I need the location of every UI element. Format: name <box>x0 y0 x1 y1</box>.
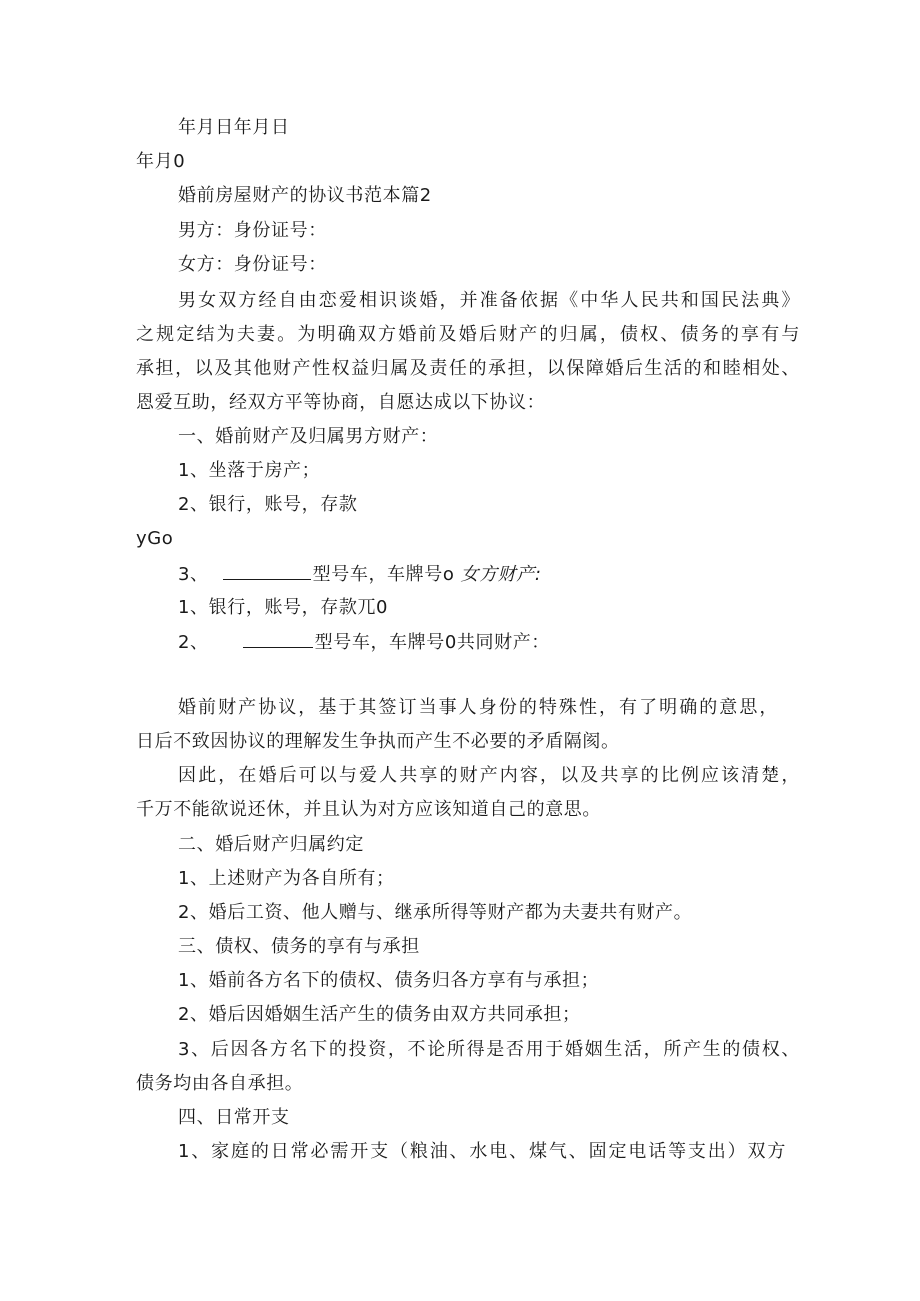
ocr-fragment: yGo <box>136 528 174 549</box>
item-debts-1: 1、婚前各方名下的债权、债务归各方享有与承担； <box>178 970 600 991</box>
item-male-2: 2、银行，账号，存款 <box>178 494 358 515</box>
item-text: 型号车，车牌号0共同财产： <box>314 632 550 653</box>
paragraph-intro-line-4: 恩爱互助，经双方平等协商，自愿达成以下协议： <box>136 392 546 413</box>
paragraph-sharing-line-2: 千万不能欲说还休，并且认为对方应该知道自己的意思。 <box>136 799 601 820</box>
date-line-2: 年月0 <box>136 151 186 172</box>
paragraph-intro-line-1: 男女双方经自由恋爱相识谈婚，并准备依据《中华人民共和国民法典》 <box>178 290 800 311</box>
heading-female-property: 女方财产: <box>460 564 542 585</box>
paragraph-intro-line-3: 承担，以及其他财产性权益归属及责任的承担，以保障婚后生活的和睦相处、 <box>136 358 800 379</box>
paragraph-sharing-line-1: 因此，在婚后可以与爱人共享的财产内容，以及共享的比例应该清楚， <box>178 765 800 786</box>
party-male: 男方：身份证号： <box>178 220 327 241</box>
item-daily-1: 1、家庭的日常必需开支（粮油、水电、煤气、固定电话等支出）双方 <box>178 1141 786 1162</box>
paragraph-intro-line-2: 之规定结为夫妻。为明确双方婚前及婚后财产的归属，债权、债务的享有与 <box>136 324 800 345</box>
item-male-3 <box>178 563 542 586</box>
item-text: 型号车，车牌号o <box>312 564 455 585</box>
party-female: 女方：身份证号： <box>178 254 327 275</box>
blank-underline <box>243 631 313 648</box>
heading-postmarital: 二、婚后财产归属约定 <box>178 834 364 855</box>
item-male-1: 1、坐落于房产； <box>178 460 321 481</box>
heading-debts: 三、债权、债务的享有与承担 <box>178 936 420 957</box>
heading-premarital-male: 一、婚前财产及归属男方财产： <box>178 426 439 447</box>
blank-underline <box>223 563 311 580</box>
section-title: 婚前房屋财产的协议书范本篇2 <box>178 185 432 206</box>
item-postmarital-2: 2、婚后工资、他人赠与、继承所得等财产都为夫妻共有财产。 <box>178 902 693 923</box>
item-debts-3-line-2: 债务均由各自承担。 <box>136 1073 304 1094</box>
item-female-1: 1、银行，账号，存款兀0 <box>178 597 389 618</box>
heading-daily-expenses: 四、日常开支 <box>178 1107 290 1128</box>
date-line-1: 年月日年月日 <box>178 117 290 138</box>
item-number: 2、 <box>178 632 209 653</box>
item-number: 3、 <box>178 564 209 585</box>
paragraph-agreement-line-2: 日后不致因协议的理解发生争执而产生不必要的矛盾隔阂。 <box>136 731 620 752</box>
item-debts-3-line-1: 3、后因各方名下的投资，不论所得是否用于婚姻生活，所产生的债权、 <box>178 1039 800 1060</box>
item-postmarital-1: 1、上述财产为各自所有； <box>178 868 395 889</box>
item-female-2 <box>178 631 550 654</box>
paragraph-agreement-line-1: 婚前财产协议，基于其签订当事人身份的特殊性，有了明确的意思， <box>178 697 778 718</box>
item-debts-2: 2、婚后因婚姻生活产生的债务由双方共同承担； <box>178 1004 581 1025</box>
